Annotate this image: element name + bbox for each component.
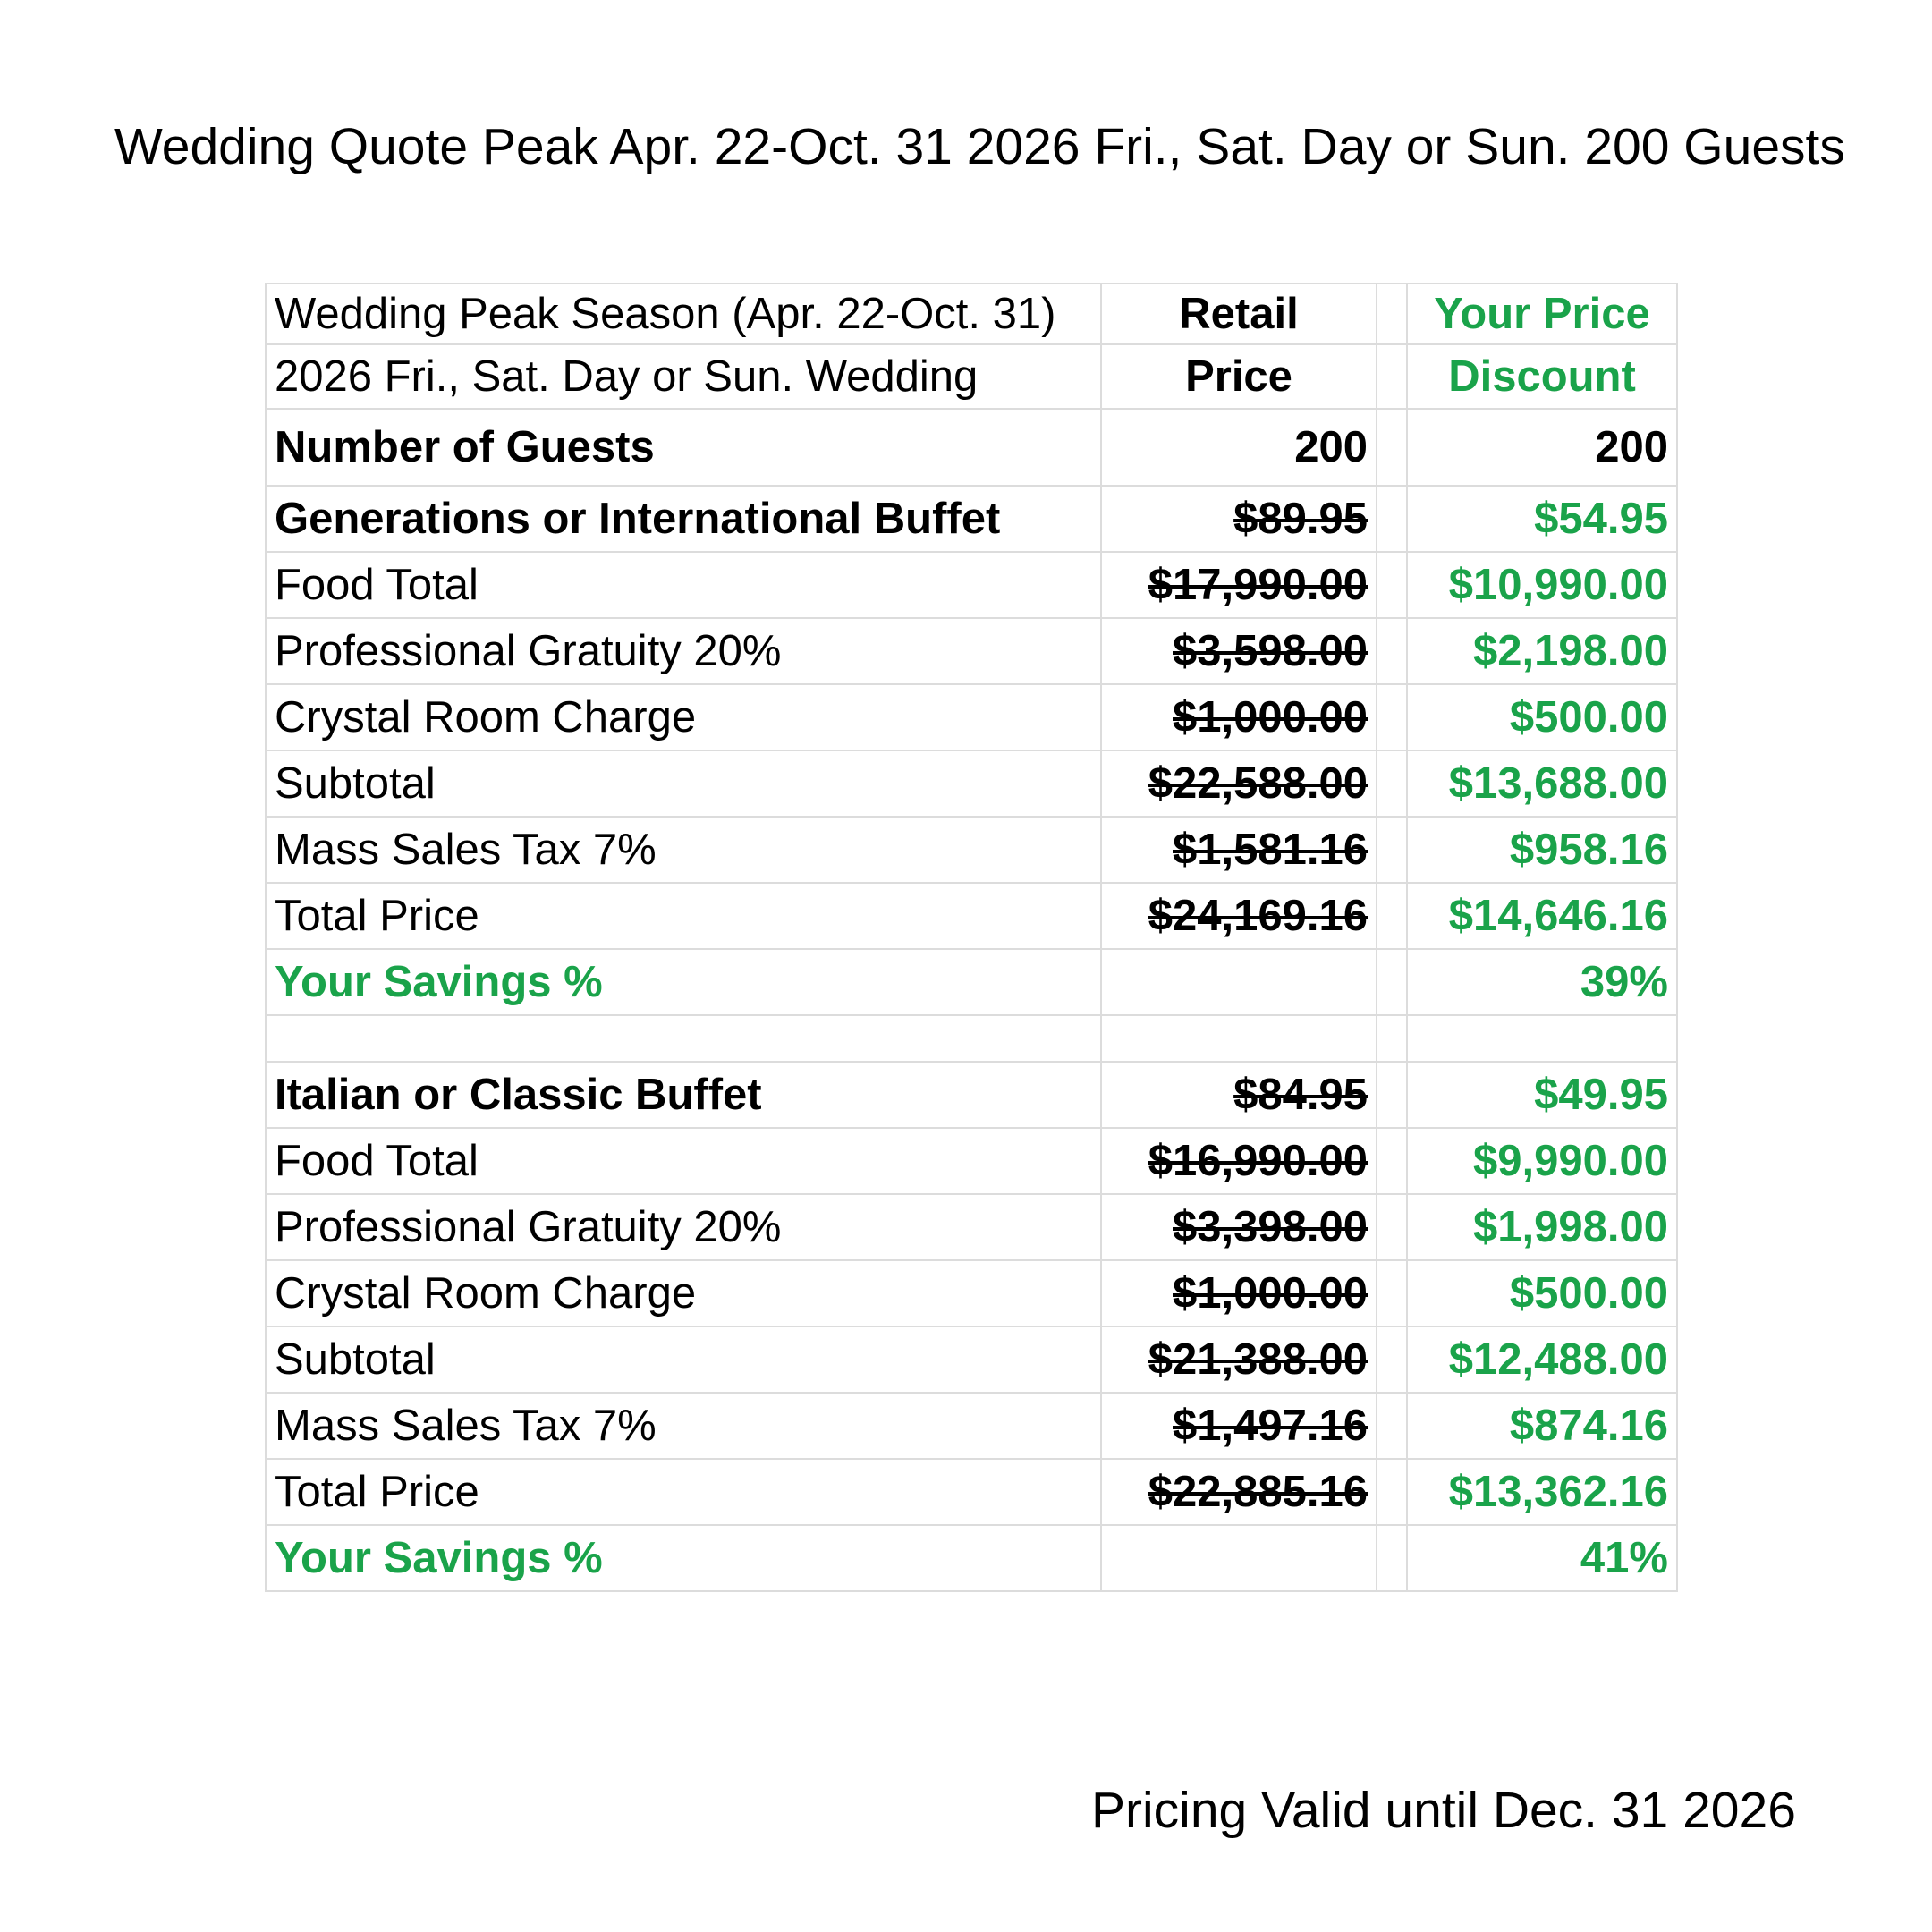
page-title: Wedding Quote Peak Apr. 22-Oct. 31 2026 Fri., Sat. Day or Sun. 200 Guests — [114, 118, 1845, 175]
row-label: Professional Gratuity 20% — [266, 618, 1101, 684]
header-season-label: Wedding Peak Season (Apr. 22-Oct. 31) — [266, 284, 1101, 344]
guests-label: Number of Guests — [266, 409, 1101, 486]
spacer-cell — [1377, 1459, 1407, 1525]
spacer-cell — [1377, 284, 1407, 344]
table-row — [266, 817, 1677, 883]
savings-label: Your Savings % — [266, 1525, 1101, 1591]
pricing-valid-note: Pricing Valid until Dec. 31 2026 — [1091, 1782, 1796, 1839]
row-label: Food Total — [266, 1128, 1101, 1194]
savings-label: Your Savings % — [266, 949, 1101, 1015]
row-label: Crystal Room Charge — [266, 684, 1101, 750]
table-row — [266, 1260, 1677, 1326]
retail-value: $16,990.00 — [1101, 1128, 1377, 1194]
your-price-value: $1,998.00 — [1407, 1194, 1677, 1260]
row-label: Professional Gratuity 20% — [266, 1194, 1101, 1260]
spacer-cell — [1377, 1128, 1407, 1194]
retail-value: $1,497.16 — [1101, 1393, 1377, 1459]
your-price-value: $12,488.00 — [1407, 1326, 1677, 1393]
retail-value: $1,581.16 — [1101, 817, 1377, 883]
header-retail-label: Retail — [1101, 284, 1377, 344]
header-row-2 — [266, 344, 1677, 409]
savings-row — [266, 949, 1677, 1015]
header-row-1 — [266, 284, 1677, 344]
spacer-cell — [1377, 750, 1407, 817]
spacer-cell — [1377, 618, 1407, 684]
your-price-value: $14,646.16 — [1407, 883, 1677, 949]
table-row — [266, 1459, 1677, 1525]
package-title-row — [266, 486, 1677, 552]
your-price-value: $500.00 — [1407, 684, 1677, 750]
header-price-label: Price — [1101, 344, 1377, 409]
guests-row — [266, 409, 1677, 486]
table-row — [266, 1326, 1677, 1393]
your-price-value: $13,362.16 — [1407, 1459, 1677, 1525]
retail-value: $3,598.00 — [1101, 618, 1377, 684]
spacer-cell — [1377, 883, 1407, 949]
retail-value: $1,000.00 — [1101, 684, 1377, 750]
empty-cell — [1407, 1015, 1677, 1062]
your-price-value: $2,198.00 — [1407, 618, 1677, 684]
spacer-cell — [1377, 1260, 1407, 1326]
your-price-value: $13,688.00 — [1407, 750, 1677, 817]
package-name: Generations or International Buffet — [266, 486, 1101, 552]
row-label: Crystal Room Charge — [266, 1260, 1101, 1326]
retail-value: $1,000.00 — [1101, 1260, 1377, 1326]
spacer-cell — [1377, 684, 1407, 750]
spacer-cell — [1377, 949, 1407, 1015]
savings-row — [266, 1525, 1677, 1591]
guests-your-value: 200 — [1407, 409, 1677, 486]
table-row — [266, 618, 1677, 684]
retail-value: $21,388.00 — [1101, 1326, 1377, 1393]
spacer-cell — [1377, 817, 1407, 883]
header-your-price-label: Your Price — [1407, 284, 1677, 344]
your-price-value: $9,990.00 — [1407, 1128, 1677, 1194]
spacer-cell — [1377, 1062, 1407, 1128]
row-label: Total Price — [266, 1459, 1101, 1525]
row-label: Subtotal — [266, 750, 1101, 817]
table-row — [266, 1393, 1677, 1459]
retail-value: $3,398.00 — [1101, 1194, 1377, 1260]
savings-percent: 39% — [1407, 949, 1677, 1015]
table-row — [266, 684, 1677, 750]
retail-value: $22,885.16 — [1101, 1459, 1377, 1525]
spacer-cell — [1377, 409, 1407, 486]
your-price-value: $500.00 — [1407, 1260, 1677, 1326]
retail-per-person-price: $84.95 — [1101, 1062, 1377, 1128]
package-name: Italian or Classic Buffet — [266, 1062, 1101, 1128]
row-label: Food Total — [266, 552, 1101, 618]
your-price-value: $10,990.00 — [1407, 552, 1677, 618]
retail-per-person-price: $89.95 — [1101, 486, 1377, 552]
spacer-cell — [1377, 1015, 1407, 1062]
table-row — [266, 552, 1677, 618]
empty-cell — [266, 1015, 1101, 1062]
your-price-value: $958.16 — [1407, 817, 1677, 883]
table-row — [266, 1194, 1677, 1260]
guests-retail-value: 200 — [1101, 409, 1377, 486]
spacer-cell — [1377, 1194, 1407, 1260]
table-row — [266, 883, 1677, 949]
empty-cell — [1101, 949, 1377, 1015]
spacer-cell — [1377, 552, 1407, 618]
your-per-person-price: $54.95 — [1407, 486, 1677, 552]
spacer-cell — [1377, 486, 1407, 552]
spacer-cell — [1377, 1326, 1407, 1393]
spacer-cell — [1377, 1393, 1407, 1459]
retail-value: $24,169.16 — [1101, 883, 1377, 949]
retail-value: $22,588.00 — [1101, 750, 1377, 817]
row-label: Subtotal — [266, 1326, 1101, 1393]
retail-value: $17,990.00 — [1101, 552, 1377, 618]
row-label: Mass Sales Tax 7% — [266, 1393, 1101, 1459]
row-label: Total Price — [266, 883, 1101, 949]
table-row — [266, 750, 1677, 817]
header-discount-label: Discount — [1407, 344, 1677, 409]
blank-row — [266, 1015, 1677, 1062]
your-per-person-price: $49.95 — [1407, 1062, 1677, 1128]
your-price-value: $874.16 — [1407, 1393, 1677, 1459]
spacer-cell — [1377, 344, 1407, 409]
row-label: Mass Sales Tax 7% — [266, 817, 1101, 883]
empty-cell — [1101, 1525, 1377, 1591]
empty-cell — [1101, 1015, 1377, 1062]
quote-table — [265, 283, 1678, 1592]
spacer-cell — [1377, 1525, 1407, 1591]
header-wedding-days-label: 2026 Fri., Sat. Day or Sun. Wedding — [266, 344, 1101, 409]
savings-percent: 41% — [1407, 1525, 1677, 1591]
package-title-row — [266, 1062, 1677, 1128]
table-row — [266, 1128, 1677, 1194]
